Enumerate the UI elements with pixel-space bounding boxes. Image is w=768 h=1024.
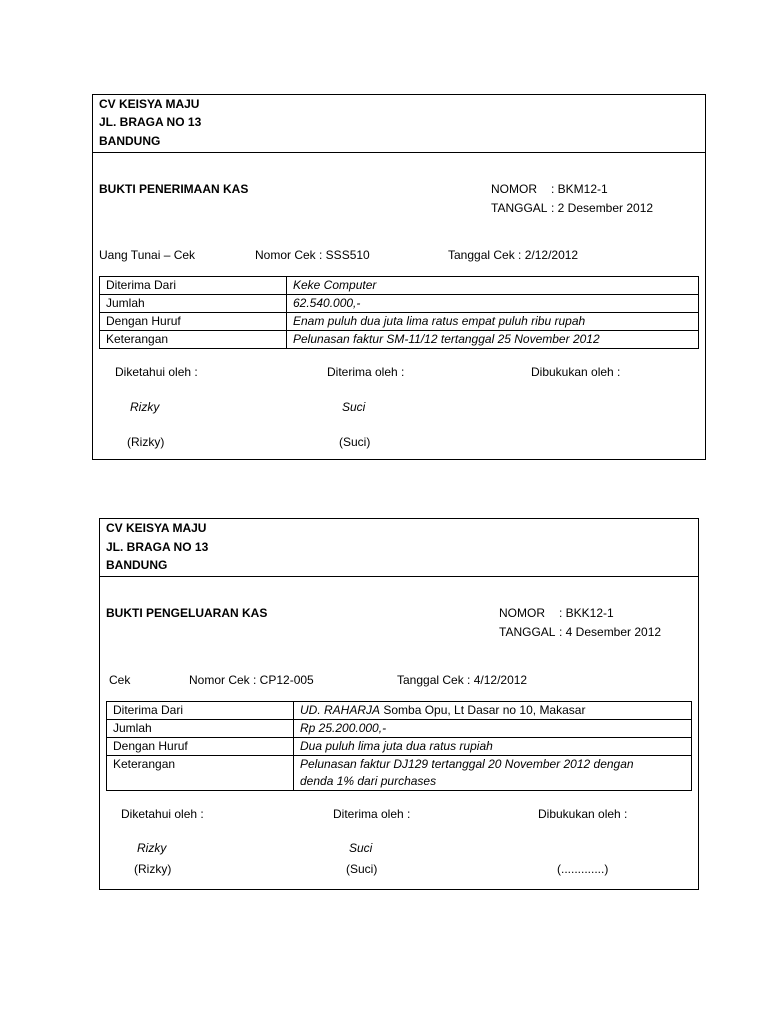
dibukukan-label: Dibukukan oleh : (531, 365, 621, 379)
signature-rizky: Rizky (130, 400, 160, 414)
table-row (107, 702, 692, 720)
table-row (107, 738, 692, 756)
row-value-line: denda 1% dari purchases (300, 774, 437, 788)
signer-name-blank: (.............) (557, 862, 609, 876)
table-row (100, 277, 699, 295)
dibukukan-label: Dibukukan oleh : (538, 807, 628, 821)
row-value: Dua puluh lima juta dua ratus rupiah (294, 738, 692, 756)
nomor-label: NOMOR (491, 182, 537, 196)
diterima-label: Diterima oleh : (333, 807, 411, 821)
row-value: Pelunasan faktur SM-11/12 tertanggal 25 November 2012 (287, 331, 699, 349)
payment-type: Uang Tunai – Cek (99, 248, 196, 262)
row-value (294, 702, 692, 720)
row-value: 62.540.000,- (287, 295, 699, 313)
signature-suci: Suci (342, 400, 366, 414)
tanggal-cek: Tanggal Cek : 2/12/2012 (448, 248, 579, 262)
row-label: Dengan Huruf (107, 738, 294, 756)
signer-name-suci: (Suci) (339, 435, 371, 449)
payment-type: Cek (109, 673, 131, 687)
receipt-details-table (106, 701, 692, 791)
signature-rizky: Rizky (137, 841, 167, 855)
company-header (100, 519, 698, 577)
receipt-card-pengeluaran (99, 518, 699, 890)
row-label: Dengan Huruf (100, 313, 287, 331)
company-address: JL. BRAGA NO 13 (99, 115, 202, 129)
row-value-line: Pelunasan faktur DJ129 tertanggal 20 November 2012 dengan (300, 757, 634, 771)
nomor-value: : BKM12-1 (551, 182, 608, 196)
tanggal-label: TANGGAL (491, 201, 548, 215)
row-value-company: UD. RAHARJA (300, 703, 381, 717)
row-label: Jumlah (100, 295, 287, 313)
company-address: JL. BRAGA NO 13 (106, 540, 209, 554)
document-title: BUKTI PENGELUARAN KAS (106, 606, 268, 620)
company-city: BANDUNG (99, 134, 161, 148)
table-row (100, 313, 699, 331)
nomor-cek: Nomor Cek : SSS510 (255, 248, 370, 262)
row-value (294, 756, 692, 791)
row-label: Diterima Dari (107, 702, 294, 720)
company-name: CV KEISYA MAJU (106, 521, 207, 535)
row-label: Jumlah (107, 720, 294, 738)
signature-suci: Suci (349, 841, 373, 855)
row-label: Keterangan (107, 756, 294, 791)
tanggal-cek: Tanggal Cek : 4/12/2012 (397, 673, 528, 687)
signer-name-rizky: (Rizky) (127, 435, 165, 449)
nomor-label: NOMOR (499, 606, 545, 620)
diterima-label: Diterima oleh : (327, 365, 405, 379)
row-value: Rp 25.200.000,- (294, 720, 692, 738)
company-header (93, 95, 705, 153)
table-row (107, 720, 692, 738)
receipt-card-penerimaan (92, 94, 706, 460)
signer-name-rizky: (Rizky) (134, 862, 172, 876)
nomor-cek: Nomor Cek : CP12-005 (189, 673, 314, 687)
tanggal-value: : 4 Desember 2012 (559, 625, 662, 639)
tanggal-label: TANGGAL (499, 625, 556, 639)
company-name: CV KEISYA MAJU (99, 97, 200, 111)
table-row (100, 295, 699, 313)
row-value-address: Somba Opu, Lt Dasar no 10, Makasar (380, 703, 586, 717)
diketahui-label: Diketahui oleh : (115, 365, 198, 379)
row-label: Diterima Dari (100, 277, 287, 295)
row-value: Keke Computer (287, 277, 699, 295)
signer-name-suci: (Suci) (346, 862, 378, 876)
nomor-value: : BKK12-1 (559, 606, 614, 620)
row-value: Enam puluh dua juta lima ratus empat puluh ribu rupah (287, 313, 699, 331)
document-title: BUKTI PENERIMAAN KAS (99, 182, 249, 196)
receipt-details-table (99, 276, 699, 349)
table-row (107, 756, 692, 791)
table-row (100, 331, 699, 349)
tanggal-value: : 2 Desember 2012 (551, 201, 654, 215)
company-city: BANDUNG (106, 558, 168, 572)
row-label: Keterangan (100, 331, 287, 349)
diketahui-label: Diketahui oleh : (121, 807, 204, 821)
